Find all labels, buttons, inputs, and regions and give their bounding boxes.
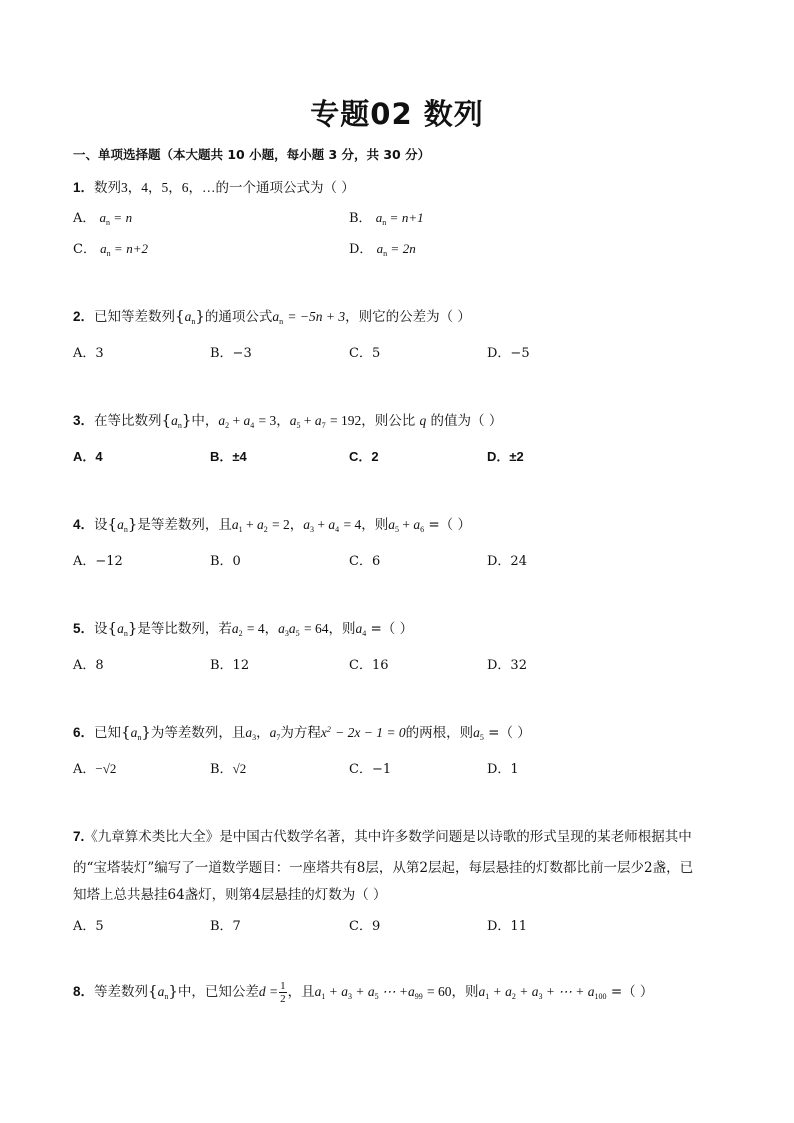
page-title: 专题02 数列 — [310, 97, 484, 131]
option-a[interactable]: A． $a_n = n$ — [73, 210, 133, 227]
option-a[interactable]: A．5 — [73, 919, 104, 934]
sequence-values: 3，4，5，6，… — [121, 180, 216, 195]
option-d[interactable]: D．24 — [487, 554, 527, 569]
option-c[interactable]: C．2 — [349, 449, 379, 464]
option-b[interactable]: B． $a_n = n+1$ — [349, 210, 424, 227]
question-3: 3．在等比数列$\{a_n\}$中，$a_2 + a_4 = 3$，$a_5 + a_7 = 192$，则公比 q 的值为（ ） — [73, 411, 503, 430]
option-c[interactable]: C．−1 — [349, 762, 392, 777]
question-number: 6 — [73, 725, 81, 740]
question-7-line-3: 知塔上总共悬挂64盏灯，则第4层悬挂的灯数为（ ） — [73, 887, 387, 903]
option-c[interactable]: C．16 — [349, 658, 389, 673]
question-4: 4．设$\{a_n\}$是等差数列，且$a_1 + a_2 = 2$，$a_3 + a_4 = 4$，则$a_5 + a_6$ =（ ） — [73, 515, 471, 534]
question-number: 1 — [73, 180, 81, 195]
option-b[interactable]: B．−3 — [210, 346, 252, 361]
question-text: 《九章算术类比大全》是中国古代数学名著，其中许多数学问题是以诗歌的形式呈现的某老师根据其中 — [84, 829, 692, 845]
question-number: 3 — [73, 413, 81, 428]
option-d[interactable]: D．11 — [487, 919, 527, 934]
option-d[interactable]: D． $a_n = 2n$ — [349, 241, 416, 258]
question-7-line-2: 的“宝塔装灯”编写了一道数学题目：一座塔共有8层，从第2层起，每层悬挂的灯数都比前一层少2盏，已 — [73, 860, 694, 876]
option-c[interactable]: C． $a_n = n+2$ — [73, 241, 148, 258]
question-6: 6．已知$\{a_n\}$为等差数列，且$a_3$，$a_7$为方程$x^2 - 2x - 1 = 0$的两根，则$a_5$ =（ ） — [73, 723, 531, 742]
option-b[interactable]: B．±4 — [210, 449, 247, 464]
question-7: 7.《九章算术类比大全》是中国古代数学名著，其中许多数学问题是以诗歌的形式呈现的某老师根据其中 — [73, 829, 692, 845]
question-number: 5 — [73, 621, 81, 636]
option-d[interactable]: D．−5 — [487, 346, 530, 361]
option-b[interactable]: B．√2 — [210, 761, 247, 777]
question-number: 4 — [73, 517, 81, 532]
option-a[interactable]: A．4 — [73, 449, 103, 464]
question-text: 的一个通项公式为（ ） — [215, 180, 355, 196]
question-number: 8 — [73, 984, 81, 999]
option-a[interactable]: A．−√2 — [73, 761, 117, 777]
question-number: 2 — [73, 309, 81, 324]
question-1: 1．数列3，4，5，6，…的一个通项公式为（ ） — [73, 180, 355, 196]
option-b[interactable]: B．0 — [210, 554, 241, 569]
option-c[interactable]: C．5 — [349, 346, 381, 361]
option-a[interactable]: A．8 — [73, 658, 104, 673]
option-d[interactable]: D．±2 — [487, 449, 524, 464]
question-2: 2．已知等差数列$\{a_n\}$的通项公式$a_n = -5n + 3$，则它的公差为（ ） — [73, 307, 471, 326]
option-d[interactable]: D．1 — [487, 762, 519, 777]
option-c[interactable]: C．6 — [349, 554, 381, 569]
option-a[interactable]: A．−12 — [73, 554, 123, 569]
option-c[interactable]: C．9 — [349, 919, 381, 934]
option-d[interactable]: D．32 — [487, 658, 527, 673]
option-b[interactable]: B．12 — [210, 658, 250, 673]
fraction: $\frac{1}{2}$ — [280, 980, 286, 1005]
option-a[interactable]: A．3 — [73, 346, 104, 361]
question-number: 7 — [73, 829, 81, 844]
question-5: 5．设$\{a_n\}$是等比数列，若$a_2 = 4$，$a_3a_5 = 64$，则$a_4$ =（ ） — [73, 619, 414, 638]
question-text: 数列 — [94, 180, 122, 196]
question-8: 8．等差数列$\{a_n\}$中，已知公差d = $\frac{1}{2}$ ，且$a_1 + a_3 + a_5$ ⋯ $+a_{99} = 60$，则$a_1 + a_2 + a_3$ + ⋯ + $a_{100}$ =（ ） — [73, 980, 654, 1005]
option-b[interactable]: B．7 — [210, 919, 241, 934]
section-heading: 一、单项选择题（本大题共 10 小题，每小题 3 分，共 30 分） — [73, 147, 431, 162]
